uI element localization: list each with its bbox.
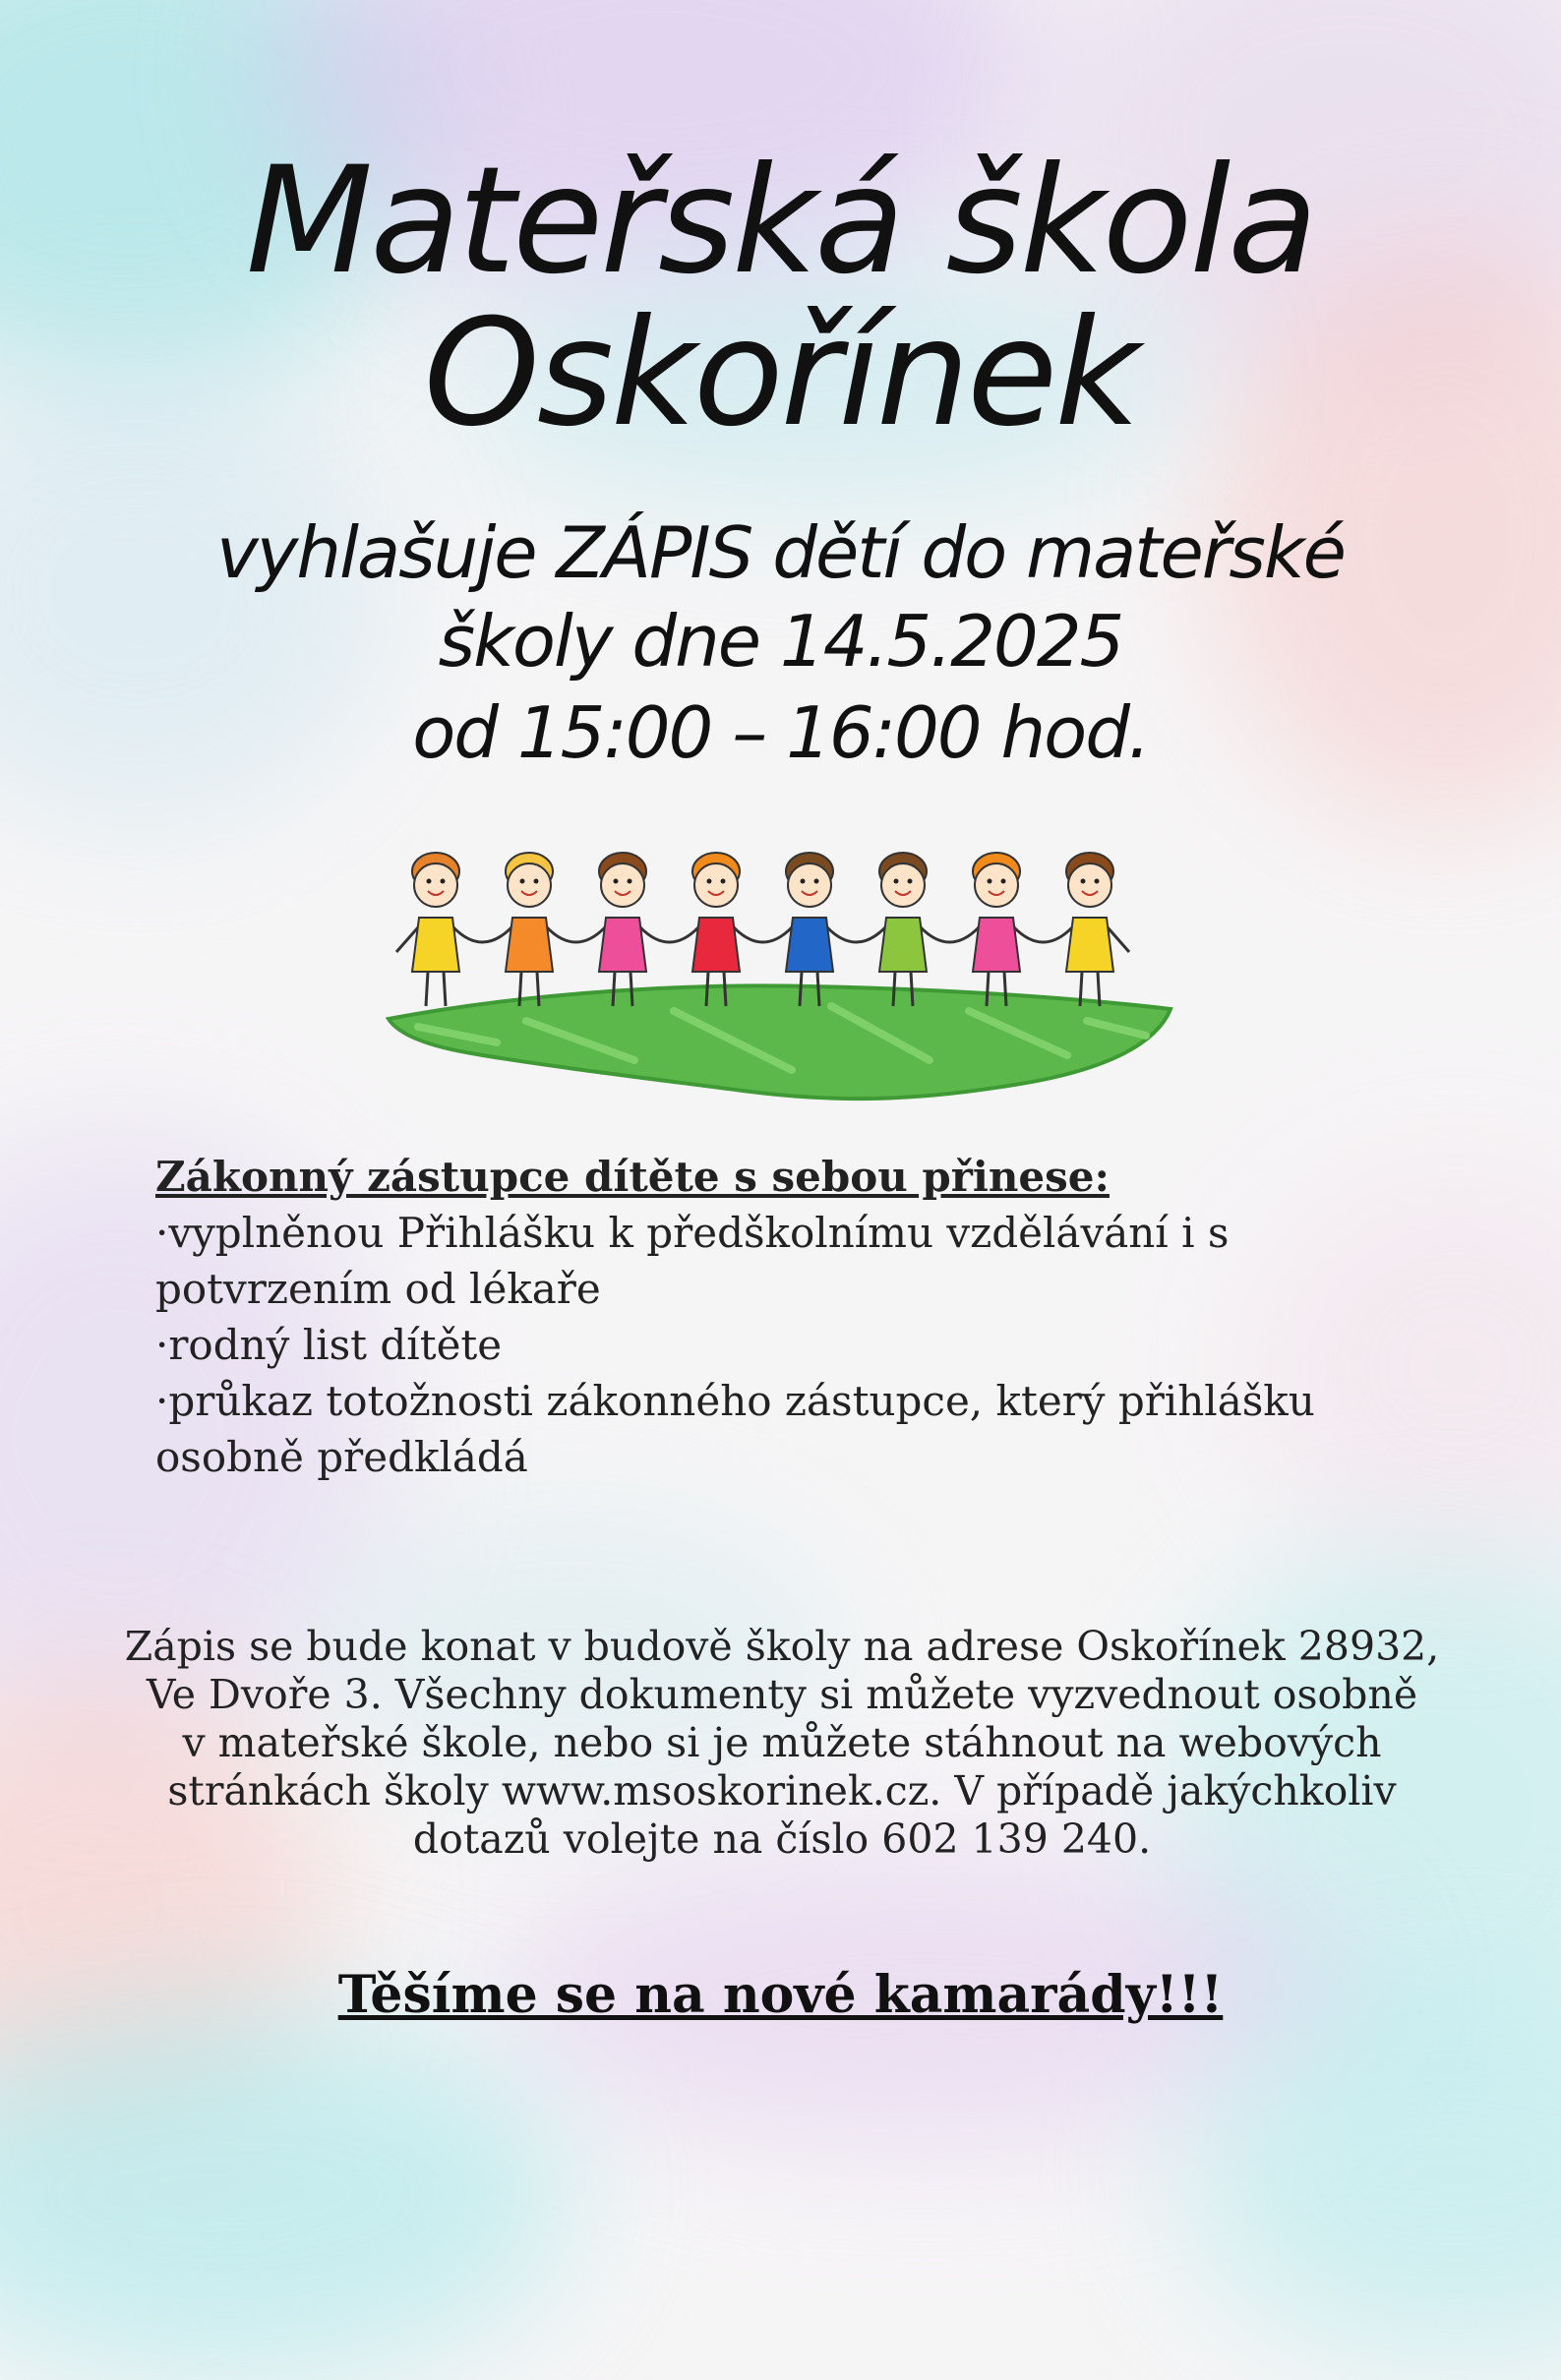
- child-figure: [786, 853, 885, 1006]
- child-figure: [599, 853, 698, 1006]
- child-figure: [879, 853, 979, 1006]
- title-line-2: Oskořínek: [423, 288, 1138, 459]
- announcement-line-2: školy dne 14.5.2025: [438, 600, 1123, 683]
- info-line: stránkách školy www.msoskorinek.cz. V případě jakýchkoliv: [167, 1767, 1397, 1815]
- child-figure: [506, 853, 605, 1006]
- child-figure: [692, 853, 792, 1006]
- child-figure: [1066, 853, 1129, 1006]
- requirements-heading: Zákonný zástupce dítěte s sebou přinese:: [155, 1153, 1110, 1201]
- info-paragraph: [69, 1623, 1495, 1864]
- info-line: Ve Dvoře 3. Všechny dokumenty si můžete vyzvednout osobně: [146, 1671, 1418, 1718]
- info-line: dotazů volejte na číslo 602 139 240.: [412, 1815, 1152, 1863]
- info-line: Zápis se bude konat v budově školy na adrese Oskořínek 28932,: [124, 1623, 1440, 1670]
- requirement-item: ·průkaz totožnosti zákonného zástupce, který přihlášku: [155, 1377, 1315, 1425]
- requirement-item: ·rodný list dítěte: [155, 1321, 503, 1369]
- title-line-1: Mateřská škola: [245, 136, 1316, 307]
- announcement-line-1: vyhlašuje ZÁPIS dětí do mateřské: [216, 511, 1345, 594]
- closing-message: Těšíme se na nové kamarády!!!: [337, 1965, 1224, 2025]
- requirement-item-cont: osobně předkládá: [155, 1433, 528, 1481]
- child-figure: [396, 853, 511, 1006]
- child-figure: [973, 853, 1072, 1006]
- requirement-item: ·vyplněnou Přihlášku k předškolnímu vzdělávání i s: [155, 1209, 1230, 1257]
- announcement-line-3: od 15:00 – 16:00 hod.: [412, 691, 1149, 774]
- children-holding-hands-icon: [379, 824, 1185, 1109]
- requirement-item-cont: potvrzením od lékaře: [155, 1265, 601, 1313]
- info-line: v mateřské škole, nebo si je můžete stáhnout na webových: [182, 1719, 1382, 1766]
- grass: [389, 985, 1171, 1099]
